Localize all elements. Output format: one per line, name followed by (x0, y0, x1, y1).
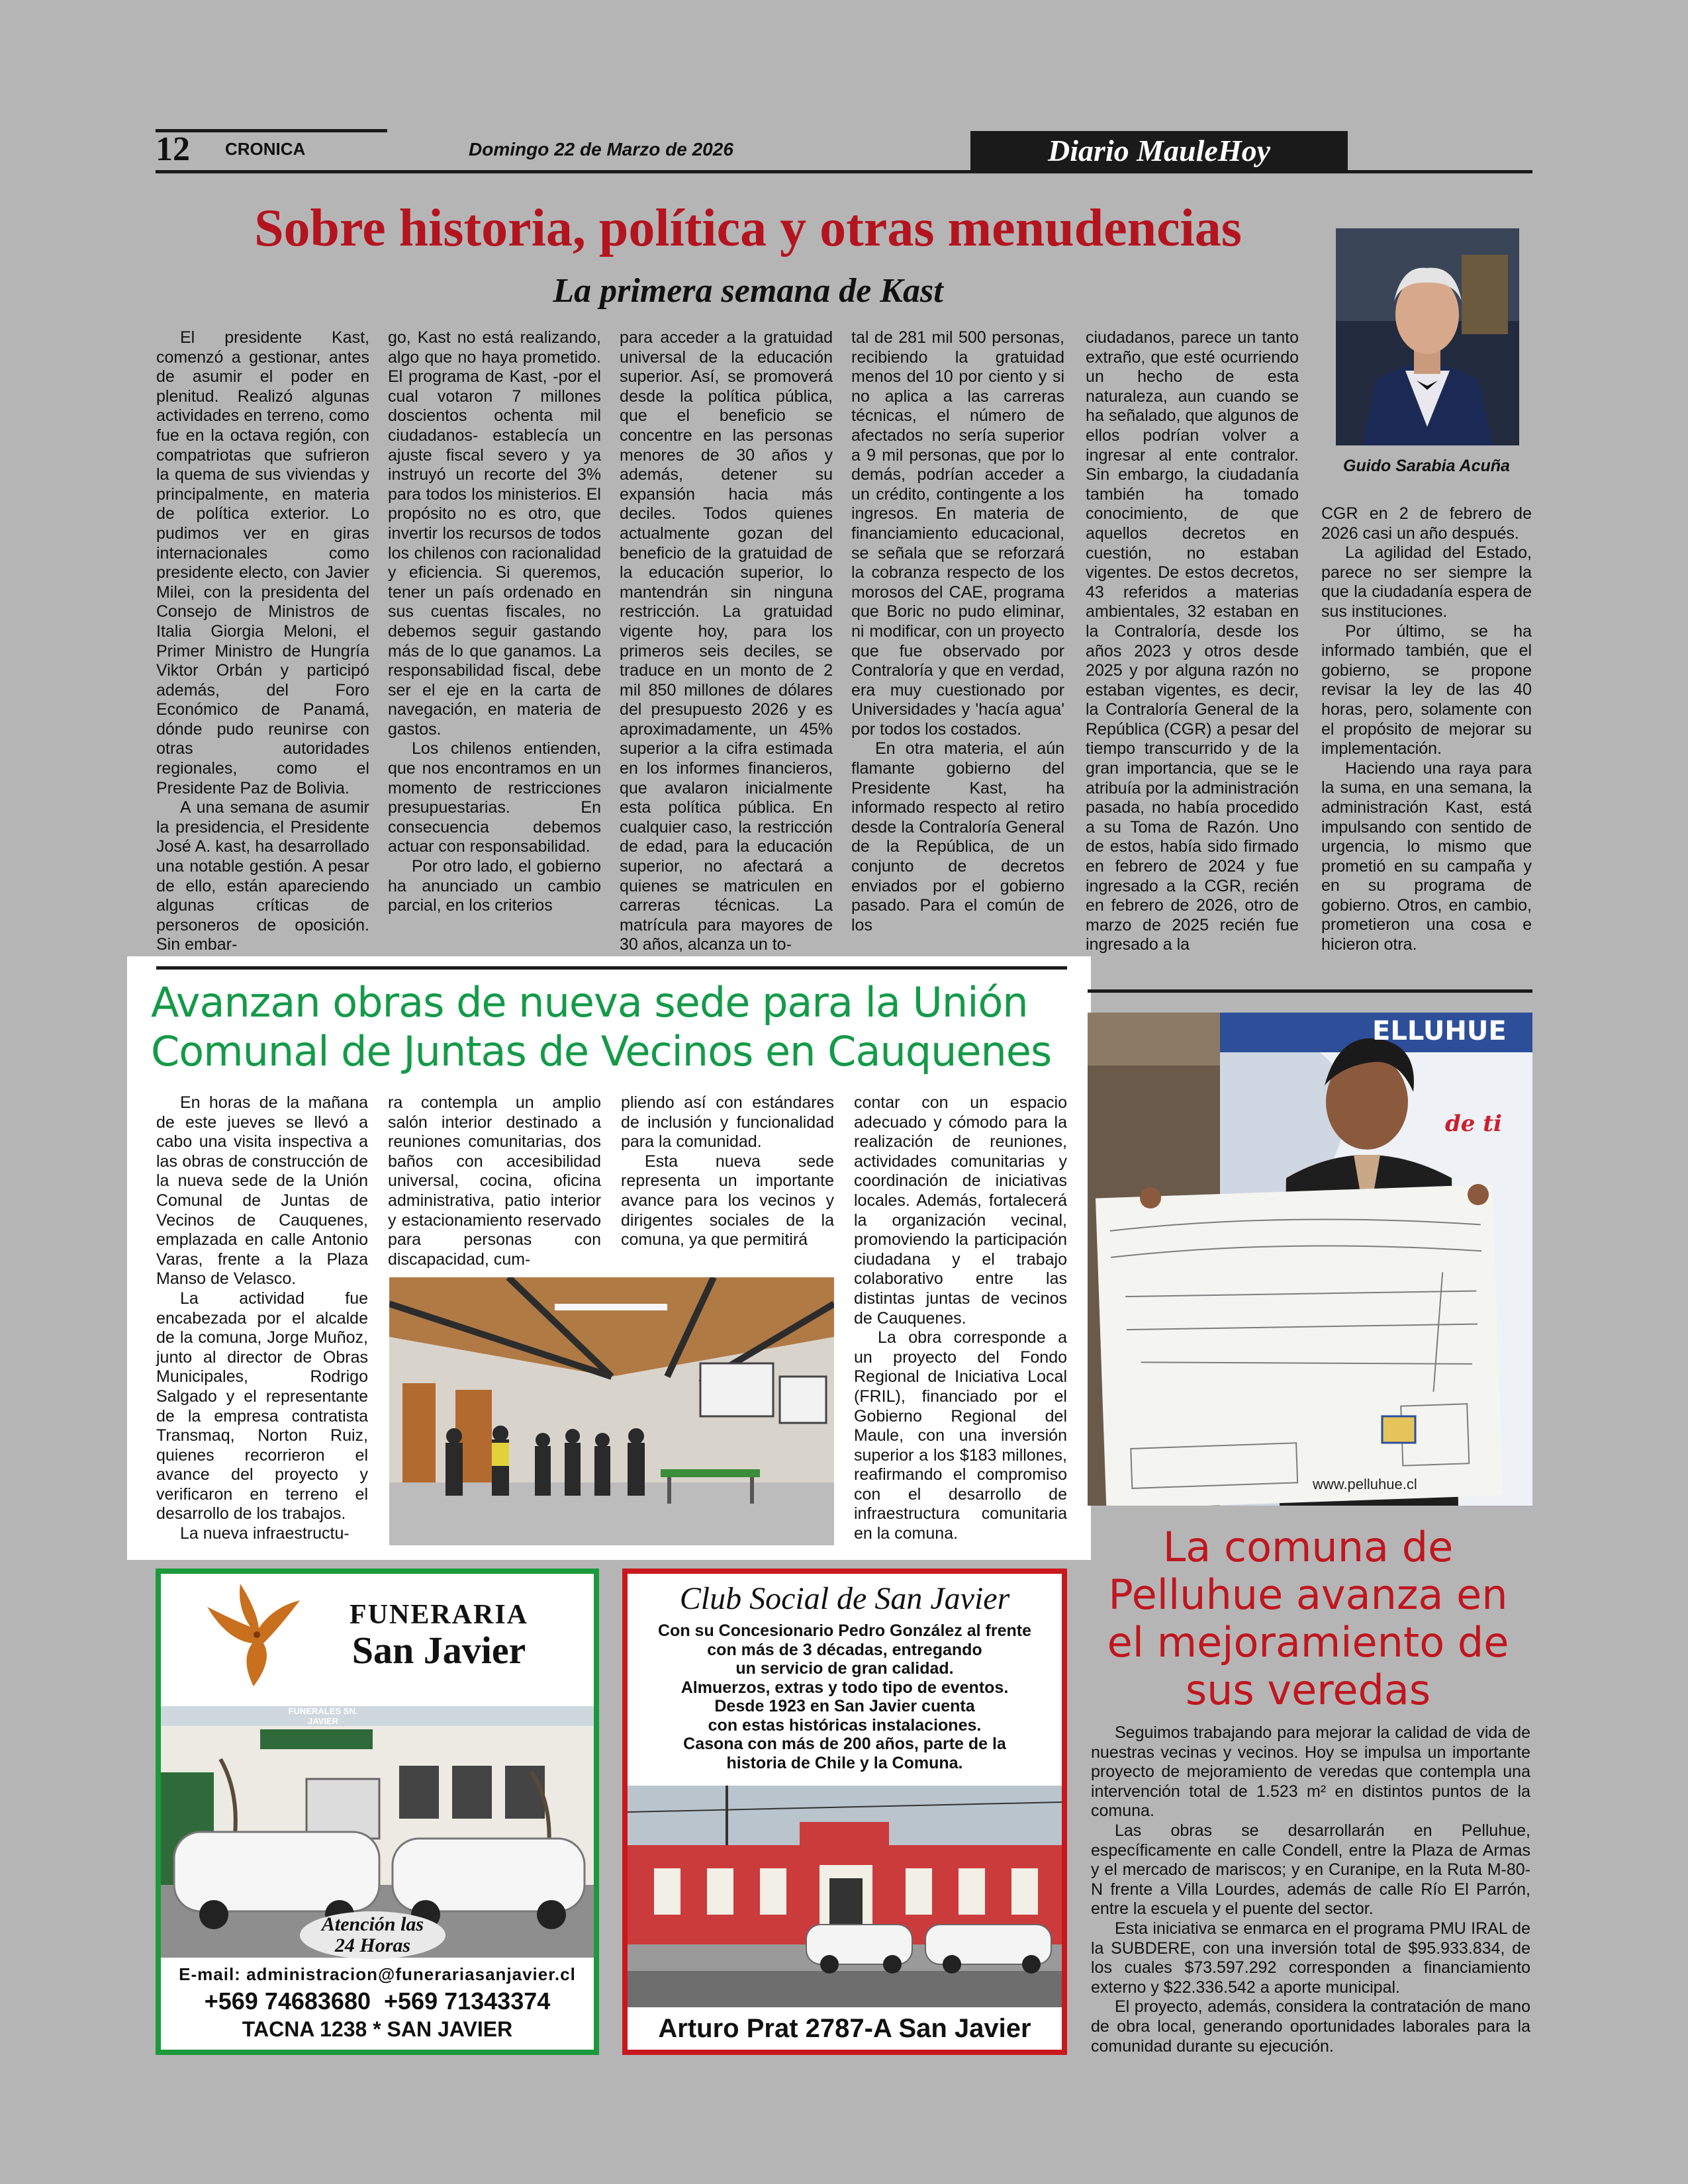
construction-photo (389, 1277, 834, 1545)
pelluhue-sign-text: de ti (1445, 1111, 1502, 1137)
paragraph: La agilidad del Estado, parece no ser siempre la que la ciudadanía espera de sus instituciones. (1321, 543, 1532, 621)
club-line: Almuerzos, extras y todo tipo de eventos. (680, 1678, 1009, 1697)
pelluhue-url-text: www.pelluhue.cl (1313, 1476, 1417, 1492)
funeraria-phones: +569 74683680 +569 71343374 (204, 1987, 551, 2015)
article2-title-line: Comunal de Juntas de Vecinos en Cauquenes (151, 1027, 1052, 1075)
funeraria-label: FUNERARIA (350, 1600, 528, 1630)
paragraph: pliendo así con estándares de inclusión y funcionalidad para la comunidad. (621, 1093, 834, 1152)
club-line: historia de Chile y la Comuna. (726, 1753, 963, 1772)
header-bottom-rule (156, 170, 1532, 173)
paragraph: Las obras se desarrollarán en Pelluhue, específicamente en calle Condell, entre la Plaza de Armas y el mercado de mariscos; y en Curanipe, en la Ruta M-80-N frente a Villa Lourdes, además de calle Río El Parrón, entre la escuela y el puente del sector. (1091, 1821, 1530, 1919)
masthead-brand: Diario MauleHoy (970, 131, 1348, 171)
paragraph: El presidente Kast, comenzó a gestionar, antes de asumir el poder en plenitud. Realizó algunas actividades en terreno, como fue en la octava región, con compatriotas que sufrieron la quema de sus viviendas y principalmente, en materia de política exterior. Lo pudimos ver en giras internacionales como presidente electo, con Javier Milei, con la presidenta del Consejo de Ministros de Italia Giorgia Meloni, el Primer Ministro de Hungría Viktor Orbán y participó además, del Foro Económico de Panamá, dónde pudo reunirse con otras autoridades regionales, como el Presidente Paz de Bolivia. (156, 328, 369, 797)
article2-column-2 (388, 1093, 601, 1269)
article3-title: La comuna de Pelluhue avanza en el mejoramiento de sus veredas (1107, 1523, 1509, 1714)
pelluhue-banner-text: ELLUHUE (1372, 1016, 1507, 1046)
page-number: 12 (156, 130, 190, 168)
article1-title: Sobre historia, política y otras menudencias (254, 199, 1242, 257)
article2-column-4 (854, 1093, 1067, 1544)
article3-body (1091, 1723, 1530, 2056)
funeraria-sign: FUNERALES SN. JAVIER (288, 1706, 358, 1726)
article3-top-rule (1088, 989, 1532, 993)
article2-title (151, 978, 1078, 1076)
funeraria-hours-badge (300, 1911, 445, 1959)
article2-top-rule (156, 966, 1067, 970)
funeraria-address: TACNA 1238 * SAN JAVIER (242, 2017, 513, 2041)
article1-column-6 (1321, 504, 1532, 955)
club-line: Desde 1923 en San Javier cuenta (714, 1697, 975, 1715)
paragraph: Esta iniciativa se enmarca en el programa PMU IRAL de la SUBDERE, con una inversión total de $95.933.834, de los cuales $73.597.292 corresponden a financiamiento externo y $22.336.542 a aporte municipal. (1091, 1919, 1530, 1997)
funeraria-email: E-mail: administracion@funerariasanjavier.cl (179, 1964, 576, 1984)
funeraria-hours-line: 24 Horas (334, 1934, 411, 1956)
paragraph: ra contempla un amplio salón interior destinado a reuniones comunitarias, dos baños con accesibilidad universal, cocina, oficina administrativa, patio interior y estacionamiento reservado para personas con discapacidad, cum- (388, 1093, 601, 1269)
paragraph: En horas de la mañana de este jueves se llevó a cabo una visita inspectiva a las obras de construcción de la nueva sede de la Unión Comunal de Juntas de Vecinos de Cauquenes, emplazada en calle Antonio Varas, frente a la Plaza Manso de Velasco. (156, 1093, 368, 1289)
funeraria-hours-line: Atención las (321, 1913, 424, 1935)
club-description (628, 1621, 1062, 1772)
phoenix-logo-icon (201, 1580, 306, 1693)
paragraph: Por otro lado, el gobierno ha anunciado un cambio parcial, en los criterios (388, 857, 601, 915)
paragraph: La nueva infraestructu- (180, 1524, 350, 1543)
article2-title-line: Avanzan obras de nueva sede para la Unión (151, 978, 1028, 1026)
paragraph: CGR en 2 de febrero de 2026 casi un año después. (1321, 504, 1532, 543)
paragraph: Esta nueva sede representa un importante avance para los vecinos y dirigentes sociales de la comuna, ya que permitirá (621, 1152, 834, 1250)
article1-column-4 (851, 328, 1064, 935)
club-line: un servicio de gran calidad. (735, 1659, 954, 1678)
ad-club-social (622, 1569, 1067, 2055)
club-title: Club Social de San Javier (679, 1581, 1010, 1616)
paragraph: La obra corresponde a un proyecto del Fondo Regional de Iniciativa Local (FRIL), financiado por el Gobierno Regional del Maule, con una inversión superior a los $183 millones, reafirmando el compromiso con el desarrollo de infraestructura comunitaria en la comuna. (854, 1328, 1067, 1543)
paragraph: Haciendo una raya para la suma, en una semana, la administración Kast, está impulsando con sentido de urgencia, lo mismo que prometió en su campaña y en su programa de gobierno. Otros, en cambio, prometieron una cosa e hicieron otra. (1321, 758, 1532, 954)
author-photo (1336, 228, 1519, 445)
issue-date: Domingo 22 de Marzo de 2026 (469, 139, 733, 159)
paragraph: go, Kast no está realizando, algo que no haya prometido. El programa de Kast, -por el cual votaron 7 millones doscientos ochenta mil ciudadanos- establecía un ajuste fiscal severo y ya instruyó un recorte del 3% para todos los ministerios. El propósito no es otro, que invertir los recursos de todos los chilenos con racionalidad y eficiencia. Si queremos, tener un país ordenado en sus cuentas fiscales, no debemos seguir gastando más de lo que ganamos. La responsabilidad fiscal, debe ser el eje en la carta de navegación, en materia de gastos. (388, 328, 601, 739)
paragraph: ciudadanos, parece un tanto extraño, que esté ocurriendo un hecho de esta naturaleza, aun cuando se ha señalado, que algunos de ellos podrían volver a ingresar al ente contralor. Sin embargo, la ciudadanía también ha tomado conocimiento, de que aquellos decretos en cuestión, no estaban vigentes. De estos decretos, 43 referidos a materias ambientales, 32 estaban en la Contraloría, desde los años 2023 y otros desde 2025 y por alguna razón no estaban vigentes, es decir, la Contraloría General de la República (CGR) a pesar del tiempo transcurrido y de la gran importancia, que se le atribuía por la administración pasada, no había procedido a su Toma de Razón. Uno de estos, había sido firmado en febrero de 2024 y fue ingresado a la CGR, recién en febrero de 2026, otro de marzo de 2025 recién fue ingresado a la (1086, 328, 1299, 954)
pelluhue-photo (1088, 1013, 1532, 1506)
paragraph: para acceder a la gratuidad universal de la educación superior. Así, se promoverá desde la política pública, que el beneficio se concentre en las personas menores de 30 años y además, detener su expansión hacia más deciles. Todos quienes actualmente gozan del beneficio de la gratuidad de la educación superior, lo mantendrán sin ninguna restricción. La gratuidad vigente hoy, para los primeros seis deciles, se traduce en un monto de 2 mil 850 millones de dólares del presupuesto 2026 y es aproximadamente, un 45% superior a la cifra estimada en los informes financieros, que avalaron inicialmente esta política pública. En cualquier caso, la restricción de edad, para la educación superior, no afectará a quienes se matriculen en carreras técnicas. La matrícula para mayores de 30 años, alcanza un to- (620, 328, 833, 954)
paragraph: Los chilenos entienden, que nos encontramos en un momento de restricciones presupuestarias. En consecuencia debemos actuar con responsabilidad. (388, 739, 601, 856)
header-top-rule (156, 129, 387, 132)
section-label: CRONICA (225, 139, 306, 159)
funeraria-name: San Javier (352, 1629, 526, 1672)
paragraph: En otra materia, el aún flamante gobierno del Presidente Kast, ha informado respecto al retiro desde la Contraloría General de la República, de un conjunto de decretos enviados por el gobierno pasado. Para el común de los (851, 739, 1064, 934)
article1-subtitle: La primera semana de Kast (553, 272, 943, 310)
club-line: Casona con más de 200 años, parte de la (683, 1735, 1006, 1753)
article1-column-1 (156, 328, 369, 955)
paragraph: Por último, se ha informado también, que el gobierno, se propone revisar la ley de las 40 horas, pero, solamente con el propósito de mejorar su implementación. (1321, 621, 1532, 758)
paragraph: A una semana de asumir la presidencia, el Presidente José A. kast, ha desarrollado una notable gestión. A pesar de ello, están apareciendo algunas críticas de personeros de oposición. Sin embar- (156, 798, 369, 954)
paragraph: tal de 281 mil 500 personas, recibiendo la gratuidad menos del 10 por ciento y si no aplica a las carreras técnicas, el número de afectados no sería superior a 9 mil personas, que por lo demás, podrían acceder a un crédito, contingente a los ingresos. En materia de financiamiento educacional, se señala que se reforzará la cobranza respecto de los morosos del CAE, programa que Boric no pudo eliminar, ni modificar, con un proyecto que fue observado por Contraloría y que en verdad, era muy cuestionado por Universidades y 'hacía agua' por todos los costados. (851, 328, 1064, 739)
club-line: con estas históricas instalaciones. (708, 1715, 982, 1735)
paragraph: El proyecto, además, considera la contratación de mano de obra local, generando oportunidades laborales para la comunidad durante su ejecución. (1091, 1997, 1530, 2056)
author-caption: Guido Sarabia Acuña (1343, 457, 1510, 475)
article1-column-5 (1086, 328, 1299, 955)
article2-column-3 (621, 1093, 834, 1250)
club-photo (628, 1786, 1062, 2007)
club-line: Con su Concesionario Pedro González al frente (658, 1621, 1031, 1640)
club-address: Arturo Prat 2787-A San Javier (658, 2014, 1031, 2043)
paragraph: Seguimos trabajando para mejorar la calidad de vida de nuestras vecinas y vecinos. Hoy se impulsa un importante proyecto de mejoramiento de veredas que contempla una intervención total de 1.523 m² en distintos puntos de la comuna. (1091, 1723, 1530, 1821)
ad-funeraria (156, 1569, 599, 2055)
article2-column-1 (156, 1093, 368, 1544)
article1-column-3 (620, 328, 833, 955)
paragraph: contar con un espacio adecuado y cómodo para la realización de reuniones, actividades comunitarias y coordinación de iniciativas locales. Además, fortalecerá la organización vecinal, promoviendo la participación ciudadana y el trabajo colaborativo entre las distintas juntas de vecinos de Cauquenes. (854, 1093, 1067, 1328)
club-line: con más de 3 décadas, entregando (707, 1640, 982, 1659)
paragraph: La actividad fue encabezada por el alcalde de la comuna, Jorge Muñoz, junto al director de Obras Municipales, Rodrigo Salgado y el representante de la empresa contratista Transmaq, Norton Ruiz, quienes recorrieron el avance del proyecto y verificaron en terreno el desarrollo de los trabajos. (156, 1289, 368, 1524)
article1-column-2 (388, 328, 601, 916)
